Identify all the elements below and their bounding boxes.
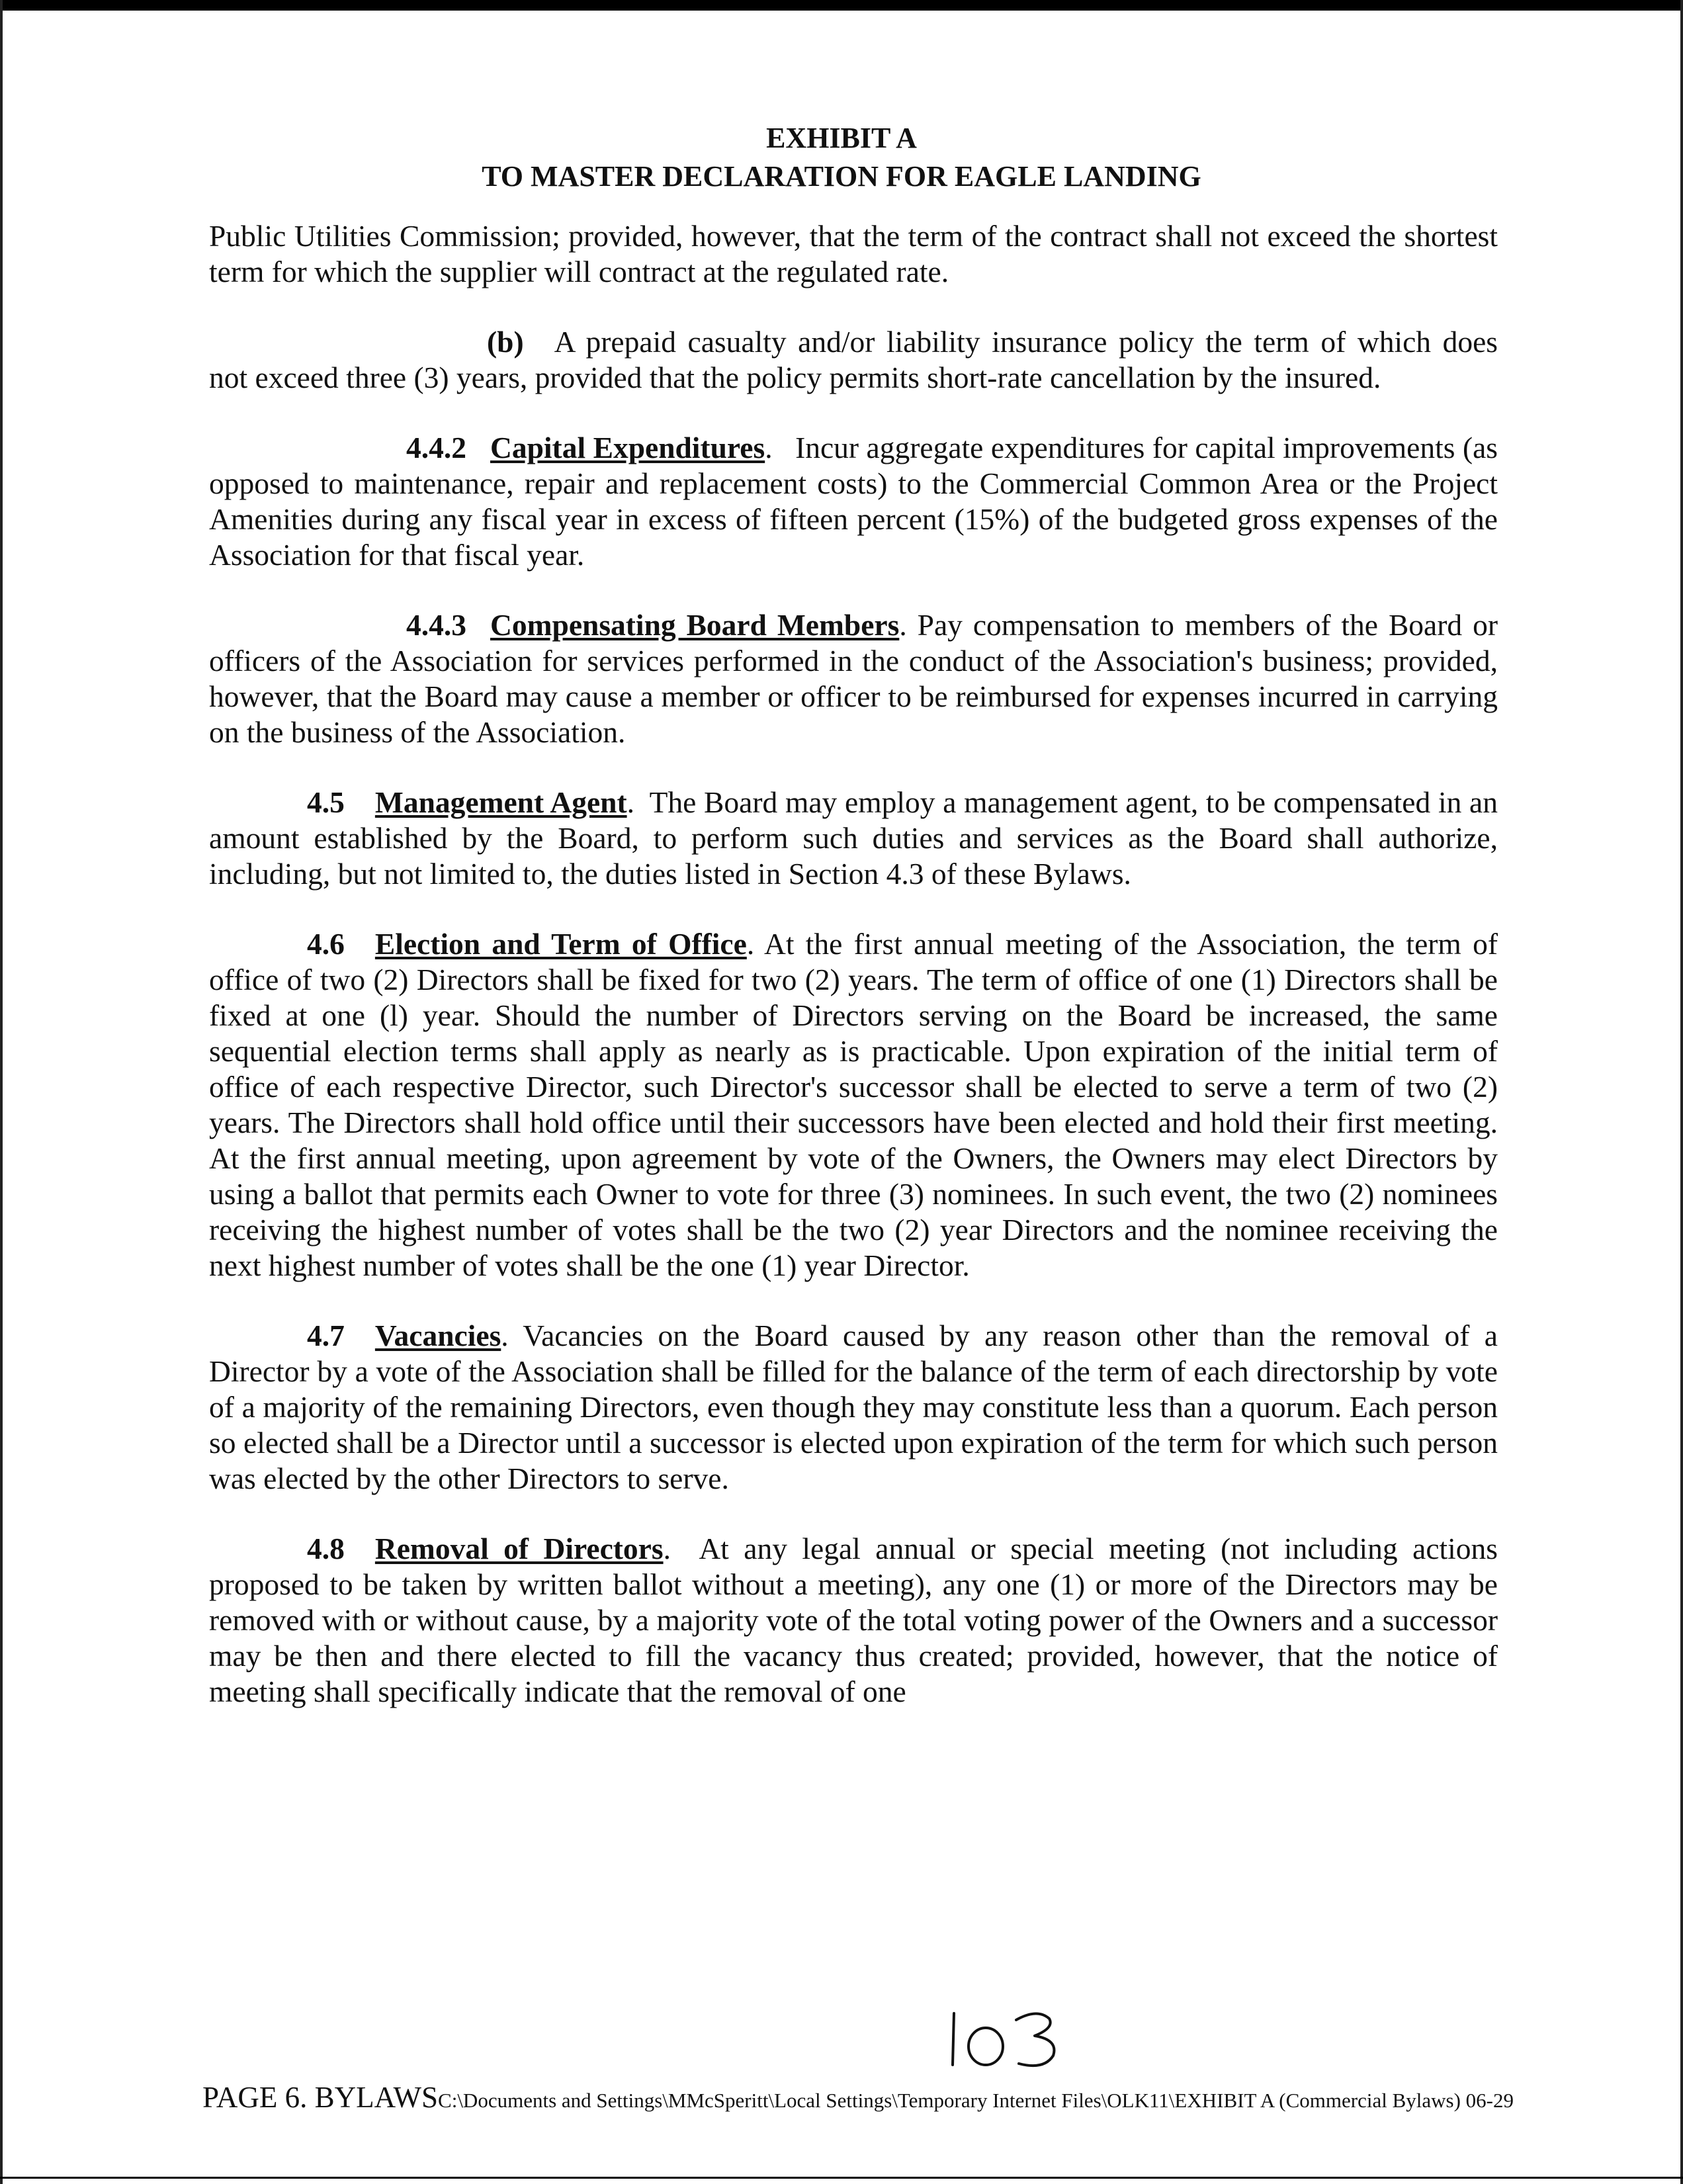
scan-left-edge [0,0,3,2184]
section-4-4-2-title: Capital Expenditures [490,431,765,464]
section-4-4-3-title: Compensating Board Members [490,608,900,642]
section-4-8-title: Removal of Directors [374,1532,664,1565]
page-footer [202,2077,1683,2120]
scan-top-border [0,0,1683,11]
paragraph-continuation-text: Public Utilities Commission; provided, however, that the term of the contract shall not exceed the shortest term for which the supplier will contract at the regulated rate. [209,219,1498,288]
section-4-7: 4.7 Vacancies. Vacancies on the Board caused by any reason other than the removal of a Director by a vote of the Association shall be filled for the balance of the term of each directorship by vote of a majority of the remaining Directors, even though they may constitute less than a quorum. Each person so elected shall be a Director until a successor is elected upon expiration of the term for which such person was elected by the other Directors to serve. [209,1319,1498,1495]
section-4-8-text: At any legal annual or special meeting (not including actions proposed to be taken by written ballot without a meeting), any one (1) or more of the Directors may be removed with or without cause, by a majority vote of the total voting power of the Owners and a successor may be then and there elected to fill the vacancy thus created; provided, however, that the notice of meeting shall specifically indicate that the removal of one [209,1532,1498,1708]
section-4-7-title: Vacancies [374,1319,501,1352]
section-4-4-2-number: 4.4.2 [406,431,466,464]
section-4-6: 4.6 Election and Term of Office. At the first annual meeting of the Association, the term of office of two (2) Directors shall be fixed for two (2) years. The term of office of one (1) Directors shall be fixed at one (l) year. Should the number of Directors serving on the Board be increased, the same sequential election terms shall apply as nearly as is practicable. Upon expiration of the initial term of office of each respective Director, such Director's successor shall be elected to serve a term of two (2) years. The Directors shall hold office until their successors have been elected and hold their first meeting. At the first annual meeting, upon agreement by vote of the Owners, the Owners may elect Directors by using a ballot that permits each Owner to vote for three (3) nominees. In such event, the two (2) nominees receiving the highest number of votes shall be the two (2) year Directors and the nominee receiving the next highest number of votes shall be the one (1) year Director. [209,927,1498,1282]
footer-file-path: C:\Documents and Settings\MMcSperitt\Local Settings\Temporary Internet Files\OLK11\EXHIBIT A (Commercial Bylaws) 06-29 [438,2089,1514,2112]
footer-page-label: PAGE 6. BYLAWS [202,2081,439,2114]
scan-bottom-border [0,2177,1683,2179]
paragraph-b [209,324,1498,396]
section-4-8-number: 4.8 [307,1532,345,1565]
exhibit-title: EXHIBIT A [766,122,917,154]
section-4-8: 4.8 Removal of Directors. At any legal annual or special meeting (not including actions proposed to be taken by written ballot without a meeting), any one (1) or more of the Directors may be removed with or without cause, by a majority vote of the total voting power of the Owners and a successor may be then and there elected to fill the vacancy thus created; provided, however, that the notice of meeting shall specifically indicate that the removal of one [209,1532,1498,1708]
section-4-4-3-text: Pay compensation to members of the Board or officers of the Association for services performed in the conduct of the Association's business; provided, however, that the Board may cause a member or officer to be reimbursed for expenses incurred in carrying on the business of the Association. [209,608,1498,749]
section-4-7-number: 4.7 [307,1319,345,1352]
section-4-6-title: Election and Term of Office [374,927,747,961]
section-4-6-text: At the first annual meeting of the Association, the term of office of two (2) Directors shall be fixed for two (2) years. The term of office of one (1) Directors shall be fixed at one (l) year. Should the number of Directors serving on the Board be increased, the same sequential election terms shall apply as nearly as is practicable. Upon expiration of the initial term of office of each respective Director, such Director's successor shall be elected to serve a term of two (2) years. The Directors shall hold office until their successors have been elected and hold their first meeting. At the first annual meeting, upon agreement by vote of the Owners, the Owners may elect Directors by using a ballot that permits each Owner to vote for three (3) nominees. In such event, the two (2) nominees receiving the highest number of votes shall be the two (2) year Directors and the nominee receiving the next highest number of votes shall be the one (1) year Director. [209,927,1498,1282]
section-4-5: 4.5 Management Agent. The Board may employ a management agent, to be compensated in an amount established by the Board, to perform such duties and services as the Board shall authorize, including, but not limited to, the duties listed in Section 4.3 of these Bylaws. [209,785,1498,891]
paragraph-continuation [209,218,1498,290]
section-4-4-3: 4.4.3 Compensating Board Members. Pay compensation to members of the Board or officers of the Association for services performed in the conduct of the Association's business; provided, however, that the Board may cause a member or officer to be reimbursed for expenses incurred in carrying on the business of the Association. [209,608,1498,749]
paragraph-b-text: A prepaid casualty and/or liability insurance policy the term of which does not exceed three (3) years, provided that the policy permits short-rate cancellation by the insured. [209,325,1498,394]
section-4-5-title: Management Agent [374,785,627,819]
section-4-5-number: 4.5 [307,785,345,819]
handwritten-page-number [945,2001,1064,2074]
section-4-7-text: Vacancies on the Board caused by any reason other than the removal of a Director by a vote of the Association shall be filled for the balance of the term of each directorship by vote of a majority of the remaining Directors, even though they may constitute less than a quorum. Each person so elected shall be a Director until a successor is elected upon expiration of the term for which such person was elected by the other Directors to serve. [209,1319,1498,1495]
scan-right-edge [1680,0,1683,2184]
document-body [209,218,1498,1744]
exhibit-subtitle: TO MASTER DECLARATION FOR EAGLE LANDING [482,160,1201,193]
section-4-6-number: 4.6 [307,927,345,961]
paragraph-b-number: (b) [487,325,524,359]
document-header [0,119,1683,196]
section-4-4-3-number: 4.4.3 [406,608,466,642]
section-4-4-2-text: Incur aggregate expenditures for capital improvements (as opposed to maintenance, repair and replacement costs) to the Commercial Common Area or the Project Amenities during any fiscal year in excess of fifteen percent (15%) of the budgeted gross expenses of the Association for that fiscal year. [209,431,1498,572]
section-4-4-2: 4.4.2 Capital Expenditures. Incur aggregate expenditures for capital improvements (as opposed to maintenance, repair and replacement costs) to the Commercial Common Area or the Project Amenities during any fiscal year in excess of fifteen percent (15%) of the budgeted gross expenses of the Association for that fiscal year. [209,431,1498,572]
section-4-5-text: The Board may employ a management agent, to be compensated in an amount established by the Board, to perform such duties and services as the Board shall authorize, including, but not limited to, the duties listed in Section 4.3 of these Bylaws. [209,785,1498,891]
